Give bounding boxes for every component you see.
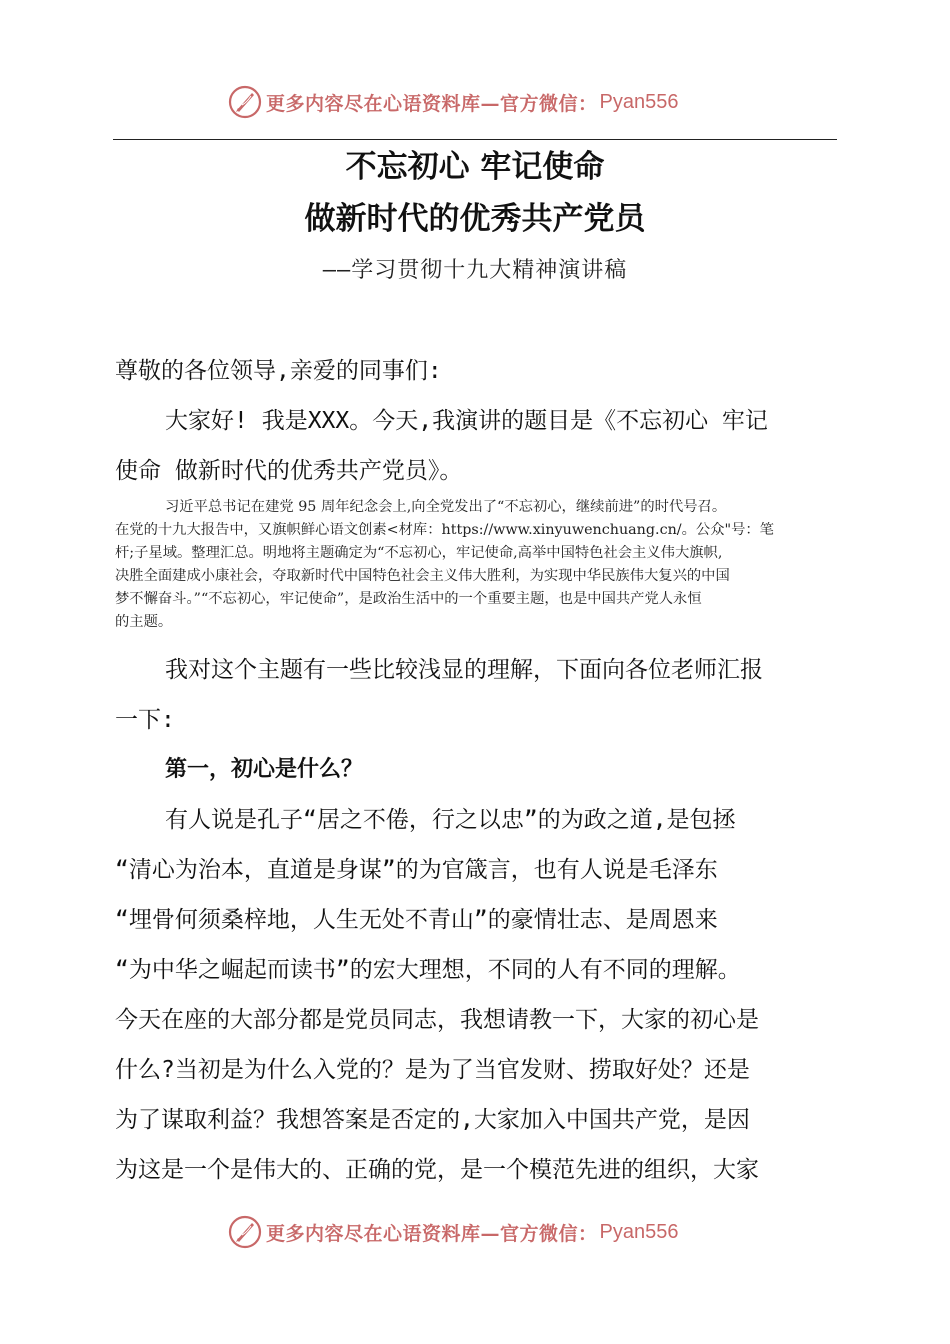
section-heading-1: 第一，初心是什么？ <box>165 757 364 782</box>
body-line: 什么?当初是为什么入党的？是为了当官发财、捞取好处？还是 <box>115 1057 750 1083</box>
report-line-2: 一下: <box>115 707 175 733</box>
body-line: 今天在座的大部分都是党员同志，我想请教一下，大家的初心是 <box>115 1007 759 1033</box>
subtitle: ——学习贯彻十九大精神演讲稿 <box>322 258 628 283</box>
body-line: 有人说是孔子“居之不倦，行之以忠”的为政之道,是包拯 <box>165 807 736 833</box>
quill-logo-icon <box>228 85 262 119</box>
watermark-wechat-id: Pyan556 <box>599 1220 679 1243</box>
intro-line-2: 使命 做新时代的优秀共产党员》。 <box>115 458 463 484</box>
greeting: 尊敬的各位领导,亲爱的同事们: <box>115 358 442 384</box>
header-divider <box>113 139 837 140</box>
body-line: 为了谋取利益？我想答案是否定的,大家加入中国共产党，是因 <box>115 1107 750 1133</box>
small-text-line: 的主题。 <box>115 614 173 630</box>
small-text-line: 梦不懈奋斗。”“不忘初心，牢记使命”，是政治生活中的一个重要主题，也是中国共产党人永恒 <box>115 591 702 607</box>
small-text-line: 决胜全面建成小康社会，夺取新时代中国特色社会主义伟大胜利，为实现中华民族伟大复兴的中国 <box>115 568 730 584</box>
body-line: “埋骨何须桑梓地，人生无处不青山”的豪情壮志、是周恩来 <box>115 907 718 933</box>
watermark-text: 更多内容尽在心语资料库—官方微信： <box>266 1222 598 1245</box>
watermark-text: 更多内容尽在心语资料库—官方微信： <box>266 92 598 115</box>
header-watermark <box>0 84 950 120</box>
body-line: “为中华之崛起而读书”的宏大理想，不同的人有不同的理解。 <box>115 957 741 983</box>
body-line: “清心为治本，直道是身谋”的为官箴言，也有人说是毛泽东 <box>115 857 718 883</box>
intro-line-1: 大家好! 我是XXX。今天,我演讲的题目是《不忘初心 牢记 <box>165 408 768 434</box>
small-text-line: 杆;子星域。整理汇总。明地将主题确定为“不忘初心，牢记使命,高举中国特色社会主义伟大旗帜, <box>115 545 723 561</box>
body-line: 为这是一个是伟大的、正确的党，是一个模范先进的组织，大家 <box>115 1157 759 1183</box>
small-text-line: 习近平总书记在建党 95 周年纪念会上,向全党发出了“不忘初心，继续前进”的时代号召。 <box>165 499 727 515</box>
small-text-line: 在党的十九大报告中，又旗帜鲜心语文创素<材库：https://www.xinyuwenchuang.cn/。公众"号：笔 <box>115 522 774 538</box>
title-line-1: 不忘初心 牢记使命 <box>345 149 605 185</box>
watermark-wechat-id: Pyan556 <box>599 90 679 113</box>
title-line-2: 做新时代的优秀共产党员 <box>304 201 646 237</box>
quill-logo-icon <box>228 1215 262 1249</box>
report-line-1: 我对这个主题有一些比较浅显的理解，下面向各位老师汇报 <box>165 657 763 683</box>
footer-watermark <box>0 1214 950 1250</box>
